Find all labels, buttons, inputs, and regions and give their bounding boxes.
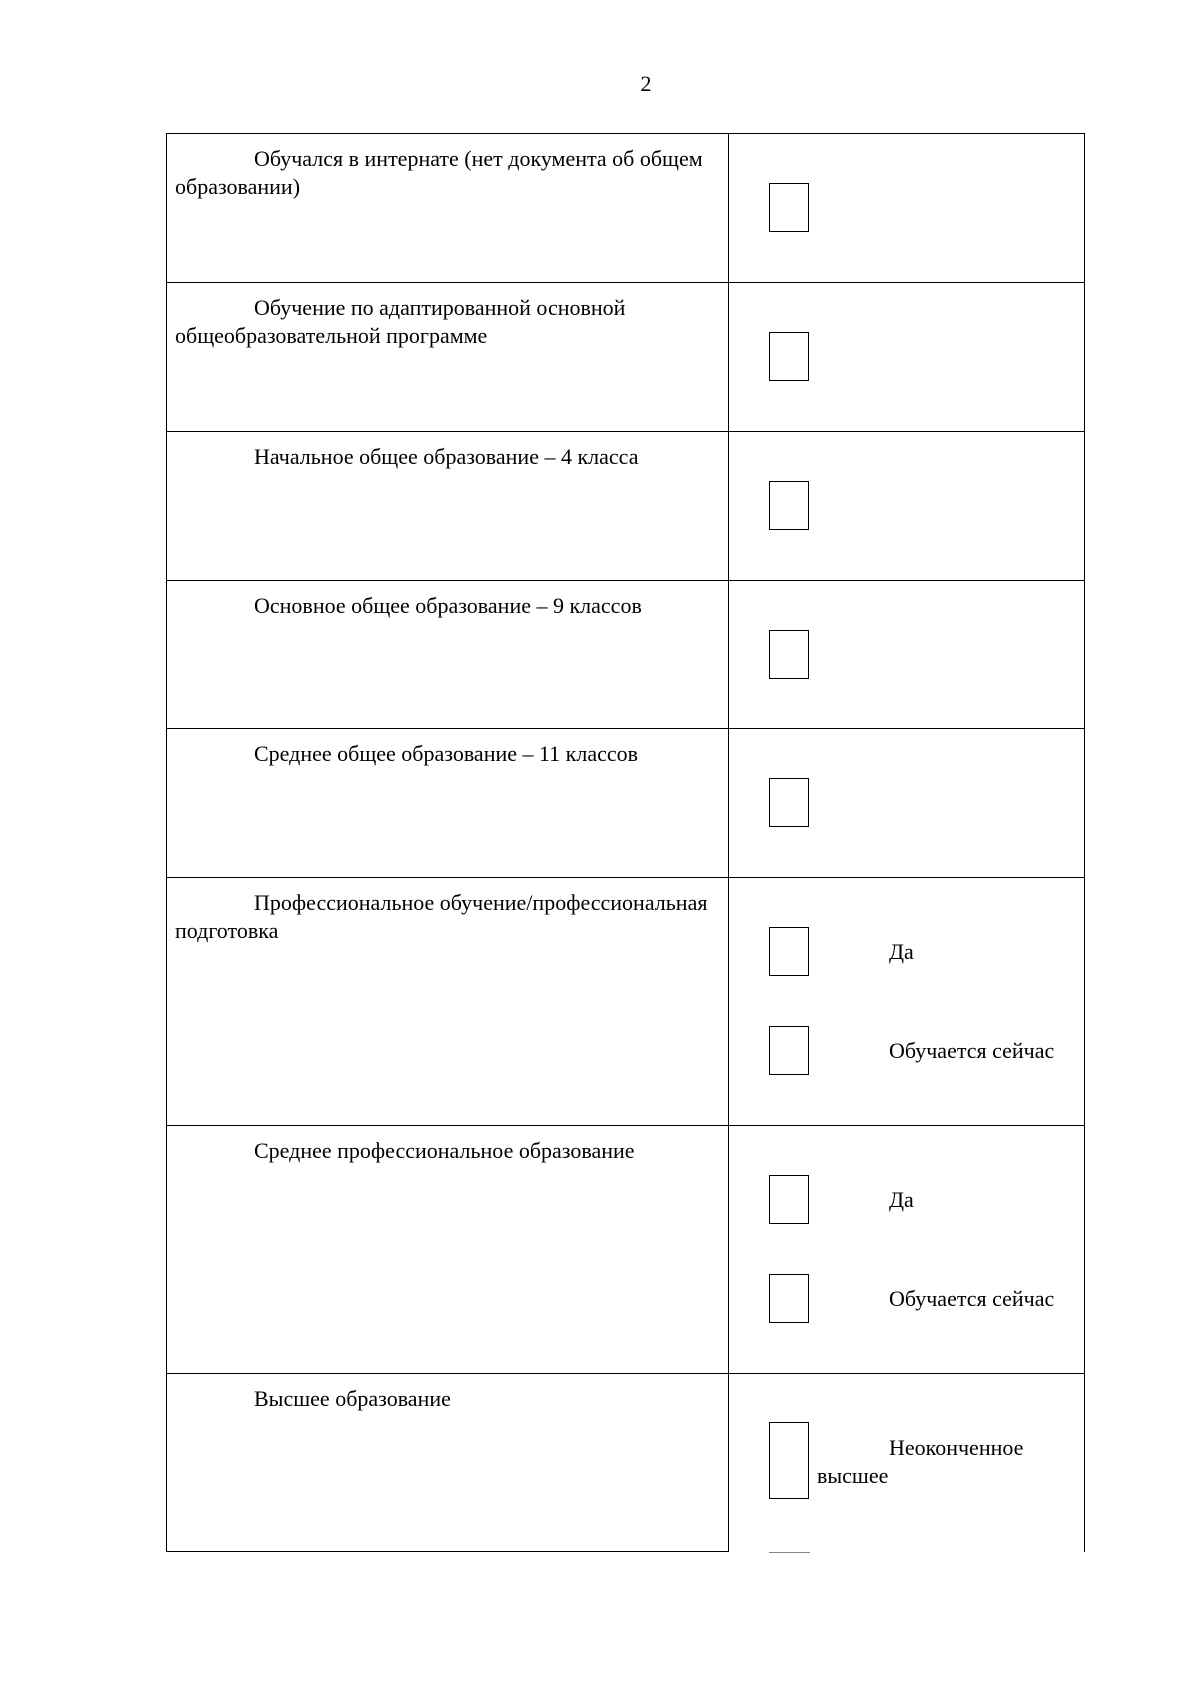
- row-border: [166, 728, 1085, 729]
- row-label-higher-education: Высшее образование: [254, 1386, 451, 1411]
- option-label-studying-now: Обучается сейчас: [889, 1038, 1055, 1063]
- row-label-boarding-school: Обучался в интернате (нет документа об общем образовании): [175, 146, 703, 199]
- row-border: [166, 431, 1085, 432]
- row-border: [166, 877, 1085, 878]
- next-checkbox-cut-edge: [769, 1552, 810, 1553]
- option-label-yes: Да: [889, 1187, 914, 1212]
- row-label-basic-education: Основное общее образование – 9 классов: [254, 593, 642, 618]
- checkbox-primary-education[interactable]: [769, 481, 809, 530]
- row-label-secondary-vocational: Среднее профессиональное образование: [254, 1138, 635, 1163]
- row-label-secondary-education: Среднее общее образование – 11 классов: [254, 741, 639, 766]
- checkbox-adapted-program[interactable]: [769, 332, 809, 381]
- row-border-bottom: [166, 1551, 729, 1552]
- row-border: [166, 1373, 1085, 1374]
- education-form-table: [166, 133, 1085, 1552]
- row-border: [166, 282, 1085, 283]
- checkbox-secondary-vocational-yes[interactable]: [769, 1175, 809, 1224]
- row-label-primary-education: Начальное общее образование – 4 класса: [254, 444, 639, 469]
- table-column-divider: [728, 133, 729, 1552]
- row-label-adapted-program: Обучение по адаптированной основной общеобразовательной программе: [175, 295, 626, 348]
- checkbox-boarding-school[interactable]: [769, 183, 809, 232]
- checkbox-vocational-training-studying-now[interactable]: [769, 1026, 809, 1075]
- row-label-vocational-training: Профессиональное обучение/профессиональная подготовка: [175, 890, 708, 943]
- table-border-left: [166, 133, 167, 1552]
- option-label-incomplete-higher: Неоконченное высшее: [817, 1435, 1024, 1488]
- checkbox-secondary-education[interactable]: [769, 778, 809, 827]
- row-border: [166, 133, 1085, 134]
- page-number: 2: [640, 71, 652, 96]
- checkbox-basic-education[interactable]: [769, 630, 809, 679]
- checkbox-higher-incomplete[interactable]: [769, 1422, 809, 1499]
- checkbox-vocational-training-yes[interactable]: [769, 927, 809, 976]
- row-border: [166, 580, 1085, 581]
- table-border-right: [1084, 133, 1085, 1552]
- option-label-yes: Да: [889, 939, 914, 964]
- checkbox-secondary-vocational-studying-now[interactable]: [769, 1274, 809, 1323]
- option-label-studying-now: Обучается сейчас: [889, 1286, 1055, 1311]
- row-border: [166, 1125, 1085, 1126]
